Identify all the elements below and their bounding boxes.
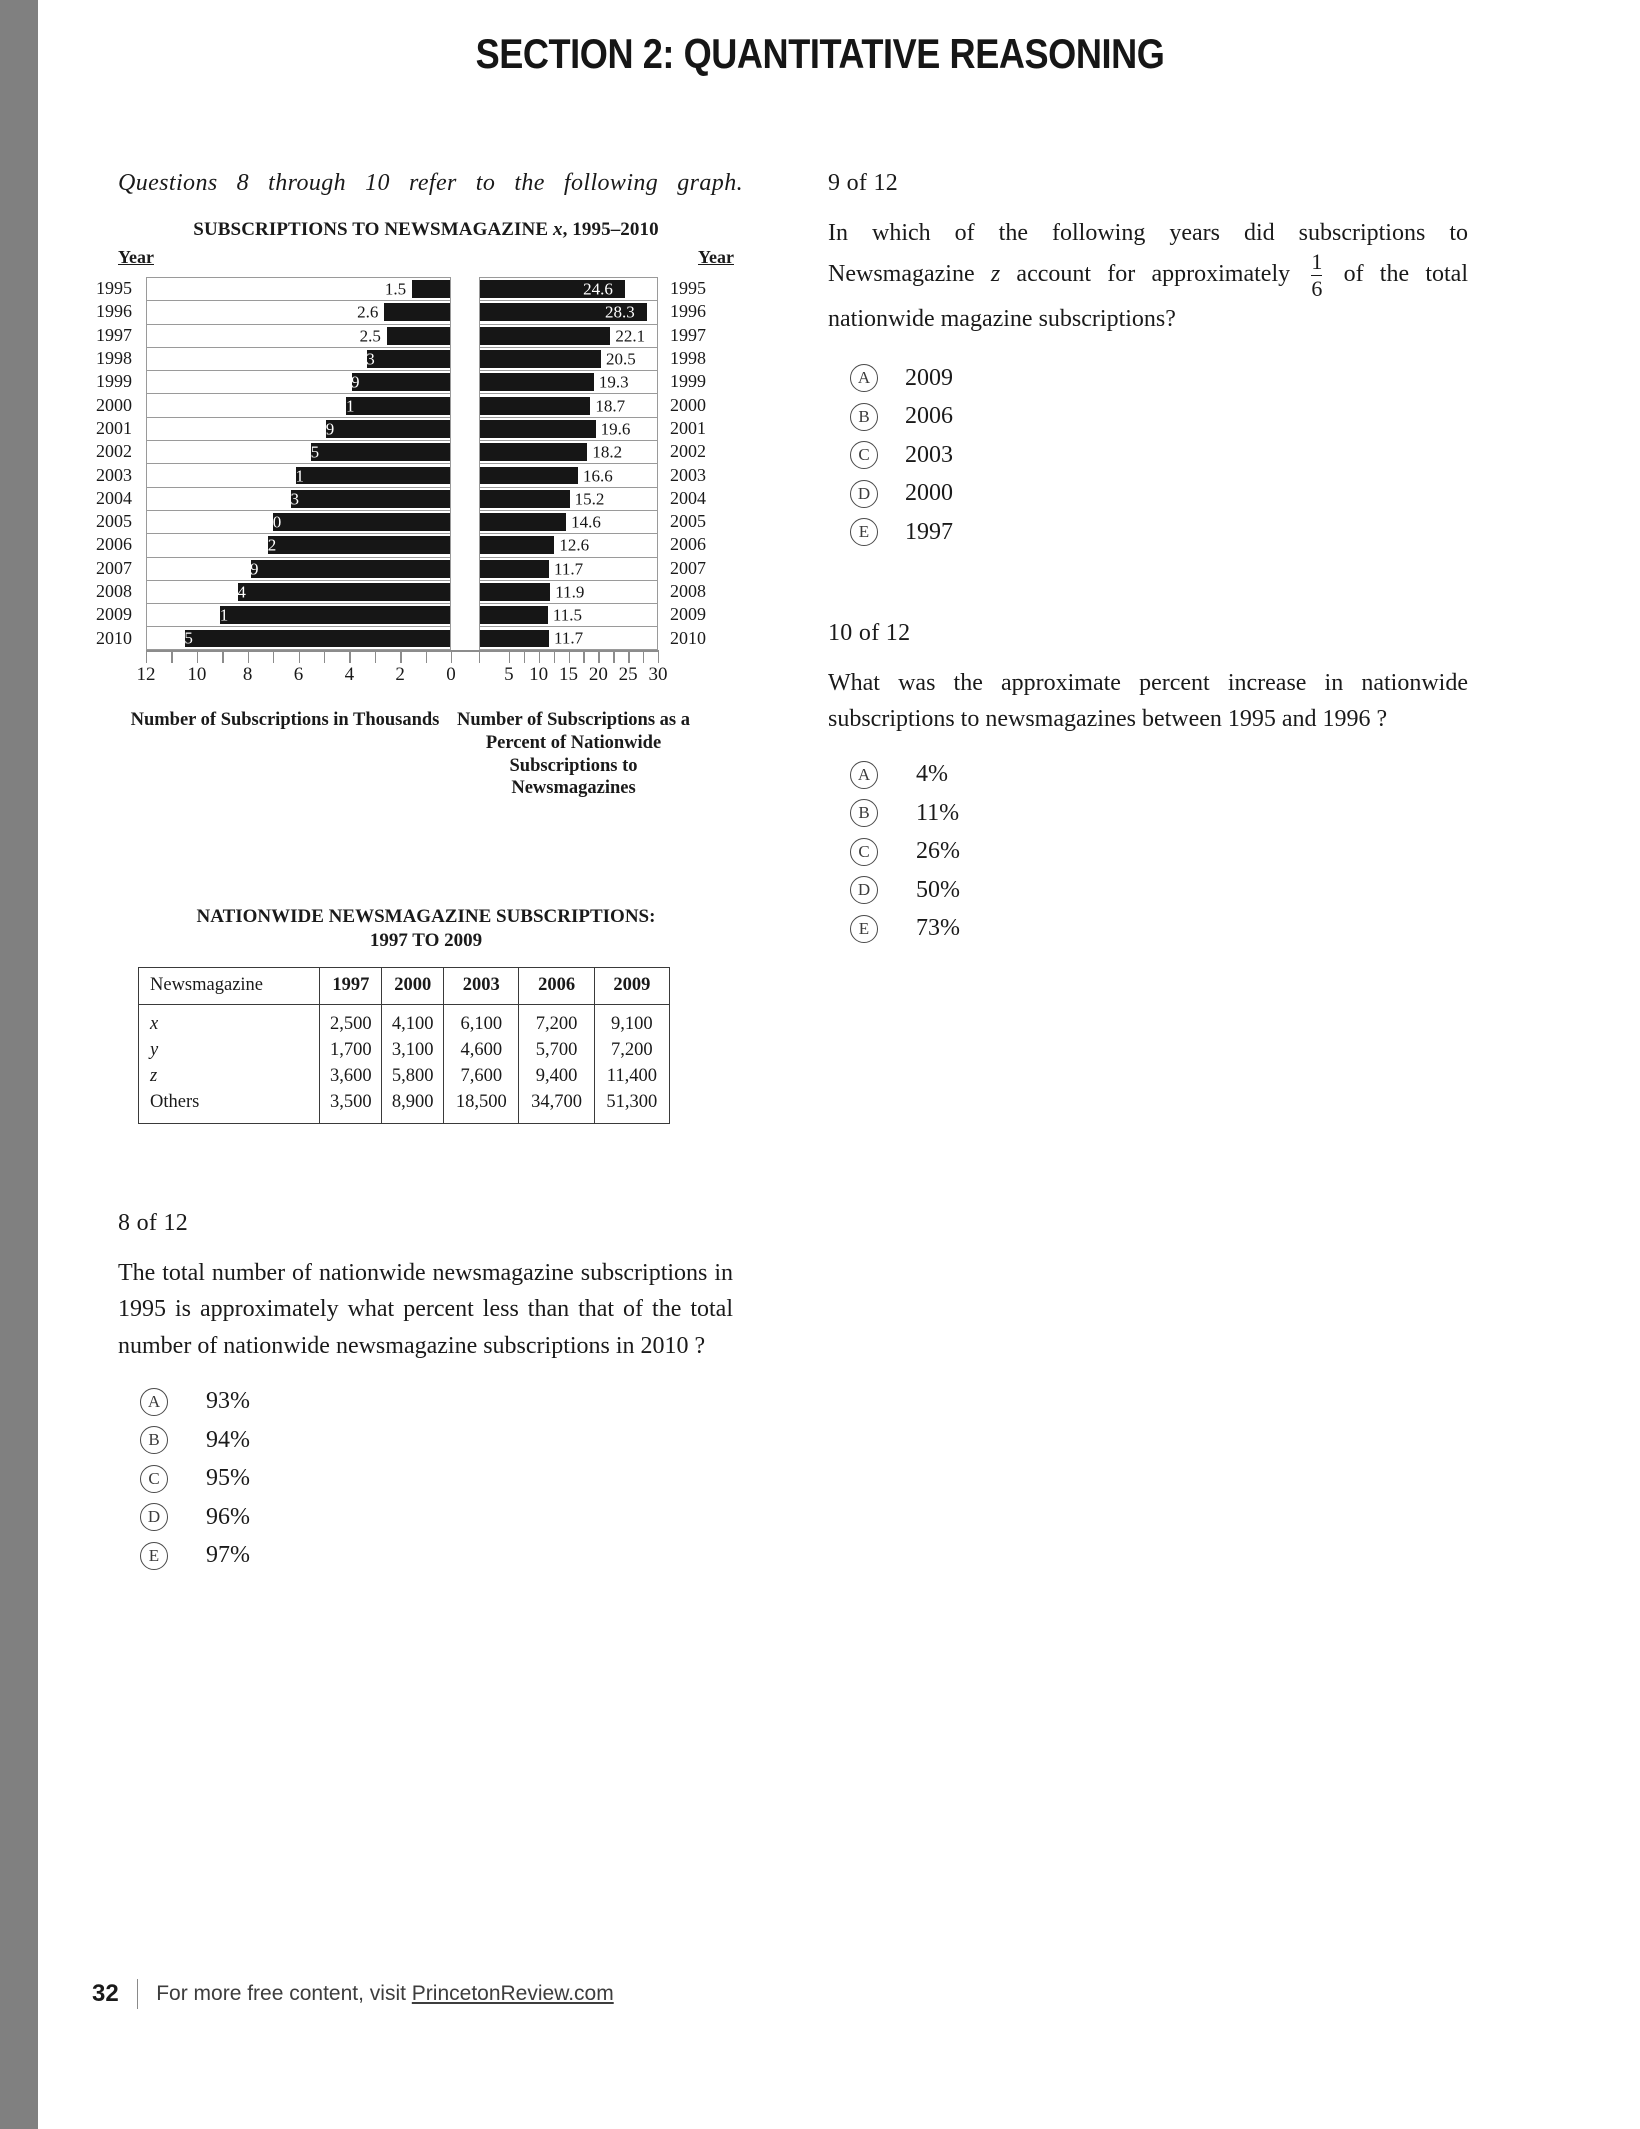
choice-bubble-a[interactable]: A [850,761,878,789]
axis-tick [628,650,629,663]
year-label: 1995 [96,278,132,299]
choice-text: 4% [916,761,948,788]
bar-value-label: 24.6 [583,279,613,299]
axis-tick-label: 10 [187,664,207,685]
question-8-number: 8 of 12 [118,1210,189,1236]
fraction-numerator: 1 [1311,249,1323,275]
axis-tick [349,650,350,663]
year-label: 2008 [96,581,132,601]
axis-tick [146,650,147,663]
bar-percent [480,606,548,624]
answer-choice[interactable] [828,833,1488,872]
year-label: 1999 [670,371,706,392]
year-label: 1998 [670,348,706,369]
bar-thousands [367,350,450,368]
bar-thousands [251,560,450,578]
table-cell: 9,100 [594,1004,669,1038]
chart-row [479,626,658,649]
year-header-right: Year [698,247,734,267]
year-label: 2005 [96,511,132,532]
table-title [126,905,726,953]
axis-tick [451,650,452,663]
bar-value-label: 6.3 [277,489,299,509]
choice-text: 95% [206,1465,250,1492]
axis-tick [583,650,584,663]
bar-value-label: 19.3 [598,372,629,392]
chart-panel-right [479,277,658,650]
chart-row [479,487,658,510]
bar-percent [480,490,570,508]
year-label: 2007 [670,557,706,578]
chart-row [146,277,451,300]
bar-value-label: 10.5 [163,628,193,648]
axis-tick-label: 4 [344,664,355,685]
answer-choice[interactable] [828,794,1488,833]
bar-thousands [384,303,450,321]
table-cell: 3,100 [382,1038,444,1064]
bar-percent [480,350,601,368]
year-label: 2001 [96,417,132,438]
answer-choice[interactable] [118,1498,758,1537]
table-cell: 9,400 [519,1064,594,1090]
choice-text: 73% [916,915,960,942]
question-8-text: The total number of nationwide newsmagazine subscriptions in 1995 is approximately what percent less than that of the total number of nationwide newsmagazine subscriptions in 2010 ? [118,1260,733,1359]
axis-tick-label: 5 [504,664,514,685]
subscriptions-chart [96,219,758,799]
axis-tick [658,650,659,663]
choice-text: 1997 [905,518,953,545]
year-label: 1996 [670,301,706,322]
chart-row [146,463,451,486]
table-row-label: y [139,1038,320,1064]
axis-tick [539,650,540,663]
bar-value-label: 9.1 [206,605,229,625]
table-column-header: 2006 [519,967,594,1004]
year-label: 2006 [670,534,706,555]
bar-value-label: 19.6 [600,419,631,439]
q9-text-part1: In which of the following years did subscriptions to Newsmagazine [828,220,1468,288]
question-9-choices [828,359,1488,552]
axis-tick-label: 12 [136,664,156,685]
bar-value-label: 4.1 [333,396,355,416]
choice-text: 2000 [905,480,953,507]
year-labels-left [90,277,138,650]
choice-text: 11% [916,799,960,826]
question-10-number: 10 of 12 [828,619,911,646]
question-8 [118,1210,758,1575]
chart-row [146,603,451,626]
choice-text: 94% [206,1426,250,1453]
table-cell: 7,600 [444,1064,519,1090]
year-label: 1997 [96,324,132,345]
footer-text-before: For more free content, visit [156,1982,412,2005]
chart-row [479,347,658,370]
page-footer [92,1979,614,2009]
chart-row [146,626,451,649]
bar-thousands [352,373,450,391]
table-cell: 7,200 [594,1038,669,1064]
axis-tick [509,650,510,663]
choice-bubble-e[interactable]: E [850,915,878,943]
bar-thousands [311,443,450,461]
axis-tick [299,650,300,663]
bar-value-label: 11.7 [554,628,584,648]
year-label: 2002 [96,441,132,462]
answer-choice[interactable] [118,1421,758,1460]
chart-title-suffix: , 1995–2010 [562,219,659,240]
bar-value-label: 2.6 [357,302,379,322]
bar-percent [480,583,550,601]
bar-value-label: 4.9 [313,419,335,439]
axis-tick [554,650,555,663]
table-column-header: 2000 [382,967,444,1004]
bar-percent [480,397,590,415]
q9-text-part2: account for approximately [1000,261,1307,288]
chart-row [146,557,451,580]
bar-value-label: 8.4 [224,582,246,602]
axis-tick-label: 25 [618,664,638,685]
table-header-row [139,967,670,1004]
table-cell: 4,100 [382,1004,444,1038]
question-10-text: What was the approximate percent increase in nationwide subscriptions to newsmagazines between 1995 and 1996 ? [828,669,1468,733]
table-cell: 51,300 [594,1090,669,1124]
year-label: 2010 [96,627,132,648]
bar-thousands [238,583,450,601]
bar-value-label: 7.0 [260,512,282,532]
table-column-header: 2009 [594,967,669,1004]
year-label: 2010 [670,627,706,648]
table-cell: 11,400 [594,1064,669,1090]
chart-row [479,417,658,440]
table-cell: 6,100 [444,1004,519,1038]
chart-row [479,557,658,580]
table-cell: 5,800 [382,1064,444,1090]
year-label: 2003 [670,464,706,485]
footer-divider [137,1979,139,2009]
choice-text: 96% [206,1503,250,1530]
axis-tick [248,650,249,663]
bar-value-label: 15.2 [574,489,605,509]
year-label: 1999 [96,371,132,392]
year-label: 2007 [96,557,132,578]
chart-row [479,277,658,300]
axis-tick [273,650,274,663]
question-10 [828,620,1488,948]
answer-choice[interactable] [828,475,1488,514]
axis-tick [426,650,427,663]
year-label: 2006 [96,534,132,555]
choice-bubble-c[interactable]: C [850,838,878,866]
chart-panel-left [146,277,451,650]
table-row-label: z [139,1064,320,1090]
table-cell: 3,500 [320,1090,382,1124]
bar-thousands [273,513,450,531]
bar-percent [480,513,566,531]
axis-caption-left: Number of Subscriptions in Thousands [130,710,440,730]
bar-thousands [387,327,450,345]
table-column-header: Newsmagazine [139,967,320,1004]
chart-row [146,440,451,463]
axis-tick [524,650,525,663]
bar-value-label: 3.3 [353,349,375,369]
chart-title-variable: x [552,219,563,240]
table-cell: 34,700 [519,1090,594,1124]
year-label: 1995 [670,278,706,299]
right-column [828,170,1488,948]
bar-thousands [412,280,450,298]
bar-percent [480,630,549,647]
answer-choice[interactable] [828,398,1488,437]
year-label: 1996 [96,301,132,322]
table-cell: 4,600 [444,1038,519,1064]
bar-thousands [268,536,450,554]
question-8-choices [118,1382,758,1575]
left-column [96,170,778,1569]
choice-bubble-b[interactable]: B [850,403,878,431]
year-label: 2002 [670,441,706,462]
bar-value-label: 18.7 [595,396,626,416]
axis-tick [479,650,480,663]
chart-row [479,324,658,347]
chart-row [146,370,451,393]
bar-thousands [346,397,450,415]
year-label: 2004 [670,487,706,508]
bar-thousands [220,606,450,624]
choice-bubble-d[interactable]: D [850,480,878,508]
answer-choice[interactable] [828,436,1488,475]
table-row [139,1038,670,1064]
chart-row [479,463,658,486]
bar-thousands [291,490,450,508]
choice-bubble-b[interactable]: B [140,1426,168,1454]
year-label: 2000 [96,394,132,415]
bar-value-label: 2.5 [359,326,381,346]
axis-tick [400,650,401,663]
chart-row [479,603,658,626]
year-label: 2000 [670,394,706,415]
table-row [139,1090,670,1124]
bar-value-label: 5.5 [297,442,320,462]
year-header-left: Year [118,247,154,267]
choice-bubble-d[interactable]: D [140,1503,168,1531]
table-row [139,1004,670,1038]
axis-tick [197,650,198,663]
choice-text: 93% [206,1388,250,1415]
chart-row [146,533,451,556]
bar-value-label: 7.9 [237,559,259,579]
choice-bubble-e[interactable]: E [140,1542,168,1570]
bar-value-label: 22.1 [615,326,646,346]
bar-percent [480,560,549,578]
axis-tick [375,650,376,663]
table-title-line2: 1997 TO 2009 [369,929,483,951]
axis-tick [643,650,644,663]
bar-thousands [296,467,450,485]
year-label: 2005 [670,511,706,532]
bar-value-label: 16.6 [582,466,613,486]
choice-text: 2006 [905,403,953,430]
axis-tick-label: 20 [588,664,608,685]
question-9-number: 9 of 12 [828,170,899,196]
bar-value-label: 11.5 [552,605,582,625]
chart-row [146,417,451,440]
choice-text: 2009 [905,364,953,391]
choice-bubble-d[interactable]: D [850,876,878,904]
page-edge-rail [0,0,38,2129]
chart-title [126,219,726,241]
choice-bubble-e[interactable]: E [850,518,878,546]
axis-tick-label: 15 [559,664,578,685]
bar-value-label: 6.1 [282,466,304,486]
answer-choice[interactable] [118,1459,758,1498]
chart-row [146,393,451,416]
table-column-header: 1997 [320,967,382,1004]
chart-row [146,487,451,510]
year-label: 1997 [670,324,706,345]
choice-bubble-a[interactable]: A [140,1388,168,1416]
bar-thousands [326,420,450,438]
axis-tick-label: 8 [242,664,253,685]
year-label: 2008 [670,581,706,601]
year-label: 2009 [670,604,706,625]
year-labels-right [664,277,712,650]
chart-row [479,533,658,556]
choice-text: 97% [206,1542,250,1569]
axis-tick [171,650,172,663]
bar-value-label: 3.9 [338,372,360,392]
axis-tick [569,650,570,663]
chart-row [146,580,451,603]
axis-tick [613,650,614,663]
year-label: 2009 [96,604,132,625]
bar-value-label: 1.5 [384,279,407,299]
table-cell: 7,200 [519,1004,594,1038]
answer-choice[interactable] [828,871,1488,910]
table-cell: 1,700 [320,1038,382,1064]
choice-text: 50% [916,876,960,903]
chart-title-prefix: SUBSCRIPTIONS TO NEWSMAGAZINE [193,219,553,240]
fraction-denominator: 6 [1311,275,1323,301]
axis-tick [222,650,223,663]
q9-variable: z [990,261,1001,288]
question-9 [828,170,1488,552]
bar-value-label: 28.3 [604,302,635,322]
table-cell: 18,500 [444,1090,519,1124]
answer-choice[interactable] [118,1382,758,1421]
bar-value-label: 7.2 [254,535,277,555]
bar-value-label: 14.6 [571,512,601,532]
answer-choice[interactable] [828,910,1488,949]
axis-caption-right: Number of Subscriptions as a Percent of Nationwide Subscriptions to Newsmagazines [456,710,690,799]
bar-thousands [185,630,450,647]
passage-instruction: Questions 8 through 10 refer to the following graph. [118,170,743,196]
bar-value-label: 18.2 [592,442,623,462]
axis-tick-label: 10 [529,664,549,685]
bar-percent [480,467,578,485]
bar-percent [480,420,596,438]
table-cell: 8,900 [382,1090,444,1124]
bar-value-label: 20.5 [605,349,636,369]
answer-choice[interactable] [828,513,1488,552]
bar-percent [480,373,594,391]
question-10-choices [828,756,1488,949]
table-cell: 5,700 [519,1038,594,1064]
table-row-label: x [139,1004,320,1038]
choice-bubble-b[interactable]: B [850,799,878,827]
axis-tick [324,650,325,663]
bar-value-label: 12.6 [559,535,590,555]
chart-axis [136,650,668,690]
axis-tick-label: 30 [648,664,668,685]
question-9-text [828,215,1468,337]
bar-value-label: 11.9 [555,582,585,602]
q9-text-part3: of the total nationwide magazine subscriptions? [828,261,1469,332]
year-label: 2001 [670,417,706,438]
table-row-label: Others [139,1090,320,1124]
footer-link[interactable]: PrincetonReview.com [411,1982,614,2005]
bar-percent [480,327,610,345]
choice-bubble-a[interactable]: A [850,364,878,392]
chart-row [479,440,658,463]
axis-tick [598,650,599,663]
data-table [138,967,670,1124]
year-label: 2004 [96,487,132,508]
nationwide-subscriptions-table [118,905,758,1124]
chart-row [479,393,658,416]
bar-value-label: 11.7 [554,559,584,579]
answer-choice[interactable] [118,1536,758,1575]
bar-percent [480,443,587,461]
bar-percent [480,536,554,554]
chart-row [479,510,658,533]
chart-row [146,347,451,370]
table-cell: 3,600 [320,1064,382,1090]
table-cell: 2,500 [320,1004,382,1038]
footer-page-number: 32 [92,1980,119,2007]
chart-row [479,580,658,603]
footer-text [156,1982,614,2006]
choice-bubble-c[interactable]: C [850,441,878,469]
choice-text: 26% [916,838,960,865]
answer-choice[interactable] [828,756,1488,795]
answer-choice[interactable] [828,359,1488,398]
chart-row [146,324,451,347]
axis-tick-label: 0 [446,664,456,685]
year-label: 2003 [96,464,132,485]
choice-text: 2003 [905,441,953,468]
table-row [139,1064,670,1090]
axis-tick-label: 2 [395,664,405,685]
year-label: 1998 [96,348,132,369]
table-title-line1: NATIONWIDE NEWSMAGAZINE SUBSCRIPTIONS: [196,906,656,927]
chart-row [479,370,658,393]
chart-row [479,300,658,323]
chart-row [146,510,451,533]
q9-fraction [1311,250,1322,299]
page-title: SECTION 2: QUANTITATIVE REASONING [475,30,1165,77]
table-column-header: 2003 [444,967,519,1004]
chart-row [146,300,451,323]
axis-tick-label: 6 [293,664,304,685]
choice-bubble-c[interactable]: C [140,1465,168,1493]
